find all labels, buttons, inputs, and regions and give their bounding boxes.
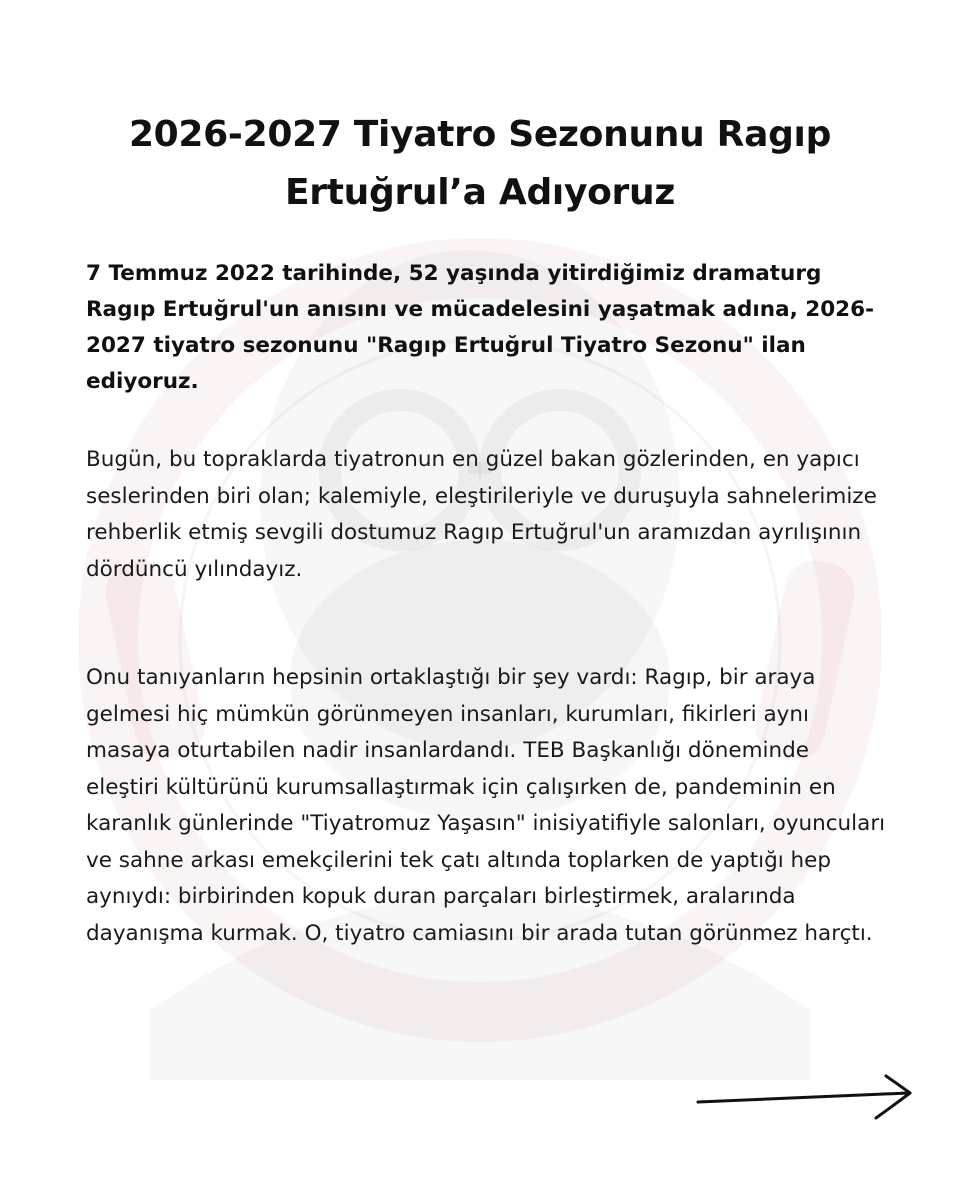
body-paragraph-2: Onu tanıyanların hepsinin ortaklaştığı bir şey vardı: Ragıp, bir araya gelmesi hiç mümkün görünmeyen insanları, kurumları, fikirleri aynı masaya oturtabilen nadir insanlardandı. TEB Başkanlığı döneminde eleştiri kültürünü kurumsallaştırmak için çalışırken de, pandeminin en karanlık günlerinde "Tiyatromuz Yaşasın" inisiyatifiyle salonları, oyuncuları ve sahne arkası emekçilerini tek çatı altında toplarken de yaptığı hep aynıydı: birbirinden kopuk duran parçaları birleştirmek, aralarında dayanışma kurmak. O, tiyatro camiasını bir arada tutan görünmez harçtı. xyxy=(86,665,886,946)
body-paragraph-1: Bugün, bu topraklarda tiyatronun en güzel bakan gözlerinden, en yapıcı seslerinden biri olan; kalemiyle, eleştirileriyle ve duruşuyla sahnelerimize rehberlik etmiş sevgili dostumuz Ragıp Ertuğrul'un aramızdan ayrılışının dördüncü yılındayız. xyxy=(86,447,877,582)
page-title: 2026-2027 Tiyatro Sezonunu Ragıp Ertuğrul’a Adıyoruz xyxy=(128,114,832,213)
lead-paragraph: 7 Temmuz 2022 tarihinde, 52 yaşında yitirdiğimiz dramaturg Ragıp Ertuğrul'un anısını ve mücadelesini yaşatmak adına, 2026-2027 tiyatro sezonunu "Ragıp Ertuğrul Tiyatro Sezonu" ilan ediyoruz. xyxy=(86,261,875,394)
right-arrow-icon[interactable] xyxy=(694,1073,918,1123)
